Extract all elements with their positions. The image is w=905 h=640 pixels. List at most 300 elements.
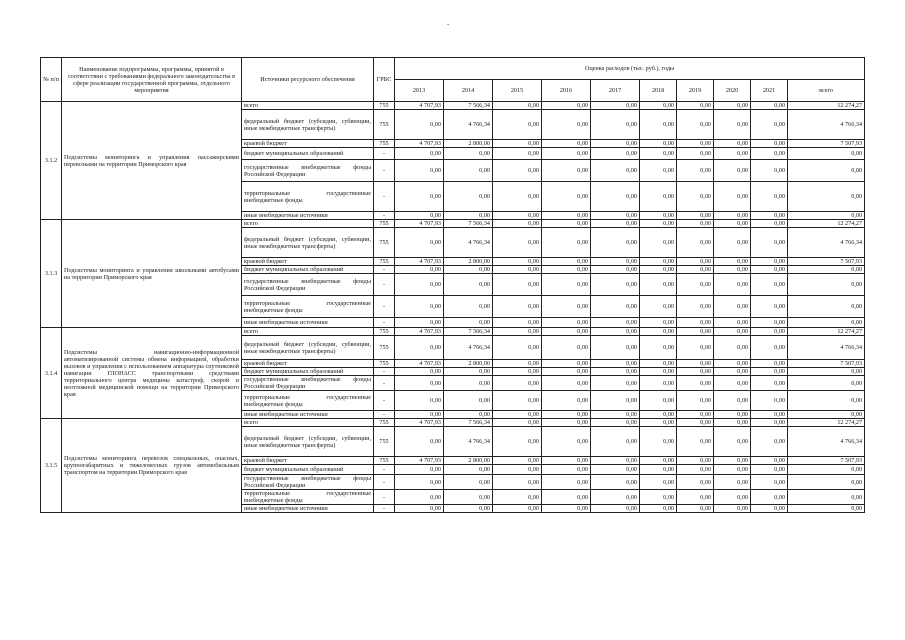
year-value: 0,00	[640, 102, 677, 110]
grbs-code: -	[374, 391, 395, 411]
year-value: 2 800,00	[444, 457, 493, 465]
year-value: 0,00	[493, 505, 542, 513]
year-value: 0,00	[640, 360, 677, 368]
year-value: 0,00	[493, 427, 542, 457]
year-value: 0,00	[751, 148, 788, 160]
year-value: 0,00	[751, 182, 788, 212]
table-row	[41, 220, 865, 228]
year-value: 0,00	[493, 475, 542, 490]
subsystem-name: Подсистемы мониторинга и управления школьными автобусами на территории Приморского края	[62, 220, 242, 328]
year-value: 0,00	[714, 182, 751, 212]
year-value: 0,00	[751, 505, 788, 513]
total-value: 12 274,27	[788, 419, 865, 427]
year-header: 2015	[493, 80, 542, 102]
year-value: 0,00	[591, 411, 640, 419]
grbs-code: 755	[374, 427, 395, 457]
year-value: 0,00	[714, 110, 751, 140]
year-value: 0,00	[751, 368, 788, 376]
funding-source: краевой бюджет	[242, 360, 374, 368]
year-value: 0,00	[677, 258, 714, 266]
year-value: 0,00	[493, 490, 542, 505]
year-value: 0,00	[591, 391, 640, 411]
year-value: 0,00	[751, 212, 788, 220]
funding-source: краевой бюджет	[242, 140, 374, 148]
year-value: 0,00	[751, 258, 788, 266]
year-value: 0,00	[395, 465, 444, 475]
year-value: 0,00	[591, 490, 640, 505]
year-value: 0,00	[751, 318, 788, 328]
year-value: 0,00	[444, 274, 493, 296]
year-value: 0,00	[493, 318, 542, 328]
funding-source: всего	[242, 328, 374, 336]
year-value: 0,00	[591, 182, 640, 212]
year-value: 0,00	[444, 212, 493, 220]
year-value: 0,00	[751, 427, 788, 457]
year-value: 0,00	[677, 376, 714, 391]
grbs-code: -	[374, 475, 395, 490]
grbs-code: -	[374, 376, 395, 391]
year-value: 0,00	[714, 368, 751, 376]
year-value: 0,00	[395, 148, 444, 160]
year-value: 0,00	[591, 360, 640, 368]
grbs-code: 755	[374, 419, 395, 427]
funding-source: иные внебюджетные источники	[242, 212, 374, 220]
grbs-code: -	[374, 505, 395, 513]
year-value: 0,00	[677, 220, 714, 228]
year-value: 0,00	[677, 505, 714, 513]
total-value: 0,00	[788, 376, 865, 391]
year-value: 0,00	[714, 160, 751, 182]
year-value: 0,00	[714, 427, 751, 457]
year-value: 0,00	[751, 490, 788, 505]
year-value: 0,00	[444, 266, 493, 274]
year-value: 0,00	[542, 419, 591, 427]
year-value: 0,00	[542, 148, 591, 160]
funding-source: всего	[242, 419, 374, 427]
year-header: 2017	[591, 80, 640, 102]
year-value: 0,00	[640, 258, 677, 266]
total-value: 7 507,93	[788, 140, 865, 148]
budget-table	[40, 57, 865, 513]
year-value: 0,00	[591, 318, 640, 328]
year-value: 0,00	[751, 266, 788, 274]
funding-source: территориальные государственные внебюджетные фонды	[242, 296, 374, 318]
grbs-code: 755	[374, 457, 395, 465]
year-value: 0,00	[677, 148, 714, 160]
year-value: 0,00	[493, 411, 542, 419]
grbs-code: -	[374, 212, 395, 220]
grbs-code: -	[374, 160, 395, 182]
year-value: 0,00	[493, 220, 542, 228]
funding-source: территориальные государственные внебюджетные фонды	[242, 490, 374, 505]
year-value: 0,00	[493, 328, 542, 336]
year-value: 2 800,00	[444, 360, 493, 368]
year-value: 0,00	[640, 318, 677, 328]
year-value: 0,00	[591, 427, 640, 457]
year-value: 0,00	[640, 274, 677, 296]
year-value: 0,00	[677, 360, 714, 368]
year-value: 0,00	[591, 505, 640, 513]
year-value: 4 707,93	[395, 328, 444, 336]
grbs-code: -	[374, 296, 395, 318]
year-value: 0,00	[395, 490, 444, 505]
year-value: 0,00	[751, 411, 788, 419]
year-value: 0,00	[542, 475, 591, 490]
year-value: 0,00	[591, 336, 640, 360]
funding-source: государственные внебюджетные фонды Российской Федерации	[242, 376, 374, 391]
year-value: 0,00	[395, 212, 444, 220]
total-value: 12 274,27	[788, 328, 865, 336]
year-value: 0,00	[444, 318, 493, 328]
year-value: 0,00	[493, 266, 542, 274]
year-value: 0,00	[493, 160, 542, 182]
total-value: 12 274,27	[788, 220, 865, 228]
subsystem-name: Подсистемы мониторинга и управления пассажирскими перевозками на территории Приморского края	[62, 102, 242, 220]
year-value: 0,00	[677, 368, 714, 376]
year-value: 0,00	[714, 212, 751, 220]
year-header: 2016	[542, 80, 591, 102]
year-header: всего	[788, 80, 865, 102]
page-mark: -	[447, 20, 450, 28]
year-value: 0,00	[493, 258, 542, 266]
funding-source: федеральный бюджет (субсидии, субвенции, иные межбюджетные трансферты)	[242, 336, 374, 360]
table-row	[41, 328, 865, 336]
year-value: 0,00	[542, 318, 591, 328]
funding-source: территориальные государственные внебюджетные фонды	[242, 182, 374, 212]
year-value: 0,00	[493, 391, 542, 411]
year-value: 0,00	[677, 266, 714, 274]
year-value: 0,00	[751, 140, 788, 148]
year-value: 0,00	[751, 160, 788, 182]
year-value: 0,00	[677, 182, 714, 212]
funding-source: бюджет муниципальных образований	[242, 465, 374, 475]
year-value: 0,00	[751, 465, 788, 475]
year-value: 0,00	[542, 490, 591, 505]
year-value: 0,00	[640, 228, 677, 258]
year-value: 0,00	[677, 336, 714, 360]
year-value: 0,00	[395, 391, 444, 411]
funding-source: государственные внебюджетные фонды Российской Федерации	[242, 475, 374, 490]
year-value: 0,00	[444, 465, 493, 475]
year-value: 4 766,34	[444, 110, 493, 140]
funding-source: государственные внебюджетные фонды Российской Федерации	[242, 160, 374, 182]
grbs-code: 755	[374, 110, 395, 140]
year-value: 0,00	[714, 419, 751, 427]
total-value: 4 766,34	[788, 336, 865, 360]
total-value: 4 766,34	[788, 228, 865, 258]
funding-source: иные внебюджетные источники	[242, 318, 374, 328]
year-value: 0,00	[677, 490, 714, 505]
row-code: 3.1.2	[41, 102, 62, 220]
year-value: 0,00	[714, 148, 751, 160]
year-value: 0,00	[395, 427, 444, 457]
total-value: 0,00	[788, 212, 865, 220]
year-value: 0,00	[493, 465, 542, 475]
year-value: 2 800,00	[444, 140, 493, 148]
year-value: 0,00	[591, 296, 640, 318]
year-value: 0,00	[677, 296, 714, 318]
year-value: 0,00	[591, 419, 640, 427]
year-value: 4 707,93	[395, 258, 444, 266]
year-value: 0,00	[395, 411, 444, 419]
year-value: 0,00	[542, 228, 591, 258]
funding-source: краевой бюджет	[242, 457, 374, 465]
year-value: 0,00	[751, 274, 788, 296]
year-value: 0,00	[395, 376, 444, 391]
grbs-code: 755	[374, 336, 395, 360]
year-header: 2021	[751, 80, 788, 102]
year-value: 0,00	[677, 212, 714, 220]
year-value: 0,00	[493, 376, 542, 391]
year-value: 4 707,93	[395, 360, 444, 368]
year-value: 0,00	[444, 296, 493, 318]
year-value: 0,00	[591, 220, 640, 228]
year-value: 4 766,34	[444, 427, 493, 457]
total-value: 0,00	[788, 368, 865, 376]
funding-source: государственные внебюджетные фонды Российской Федерации	[242, 274, 374, 296]
year-value: 0,00	[493, 148, 542, 160]
funding-source: федеральный бюджет (субсидии, субвенции, иные межбюджетные трансферты)	[242, 110, 374, 140]
total-value: 0,00	[788, 160, 865, 182]
year-value: 0,00	[714, 318, 751, 328]
year-value: 7 566,34	[444, 220, 493, 228]
year-header: 2019	[677, 80, 714, 102]
year-value: 0,00	[591, 258, 640, 266]
year-value: 0,00	[542, 376, 591, 391]
year-value: 0,00	[751, 102, 788, 110]
subsystem-name: Подсистемы мониторинга перевозок специальных, опасных, крупногабаритных и тяжеловесных грузов автомобильным транспортом на территории Приморского края	[62, 419, 242, 513]
year-value: 0,00	[640, 266, 677, 274]
year-value: 0,00	[751, 228, 788, 258]
table-row	[41, 419, 865, 427]
year-value: 0,00	[542, 336, 591, 360]
year-value: 0,00	[714, 102, 751, 110]
funding-source: краевой бюджет	[242, 258, 374, 266]
year-value: 0,00	[677, 160, 714, 182]
year-value: 0,00	[493, 110, 542, 140]
year-value: 0,00	[640, 336, 677, 360]
year-value: 0,00	[395, 296, 444, 318]
year-value: 0,00	[751, 296, 788, 318]
funding-source: федеральный бюджет (субсидии, субвенции, иные межбюджетные трансферты)	[242, 228, 374, 258]
year-value: 0,00	[714, 140, 751, 148]
header-grbs: ГРБС	[374, 58, 395, 102]
year-value: 0,00	[444, 160, 493, 182]
year-value: 2 800,00	[444, 258, 493, 266]
total-value: 0,00	[788, 465, 865, 475]
year-value: 4 766,34	[444, 228, 493, 258]
year-value: 0,00	[395, 110, 444, 140]
year-value: 0,00	[640, 376, 677, 391]
year-value: 0,00	[640, 368, 677, 376]
year-value: 0,00	[493, 368, 542, 376]
funding-source: всего	[242, 220, 374, 228]
year-value: 0,00	[714, 475, 751, 490]
year-value: 0,00	[751, 457, 788, 465]
year-value: 0,00	[640, 505, 677, 513]
year-value: 0,00	[395, 336, 444, 360]
year-value: 0,00	[444, 182, 493, 212]
year-value: 0,00	[542, 296, 591, 318]
year-value: 0,00	[591, 368, 640, 376]
year-value: 0,00	[677, 110, 714, 140]
year-value: 0,00	[751, 336, 788, 360]
funding-source: иные внебюджетные источники	[242, 505, 374, 513]
year-value: 0,00	[677, 427, 714, 457]
grbs-code: 755	[374, 228, 395, 258]
year-value: 0,00	[640, 457, 677, 465]
year-value: 0,00	[640, 427, 677, 457]
year-value: 0,00	[640, 220, 677, 228]
year-value: 0,00	[542, 391, 591, 411]
year-value: 0,00	[395, 160, 444, 182]
year-value: 0,00	[714, 490, 751, 505]
year-value: 0,00	[714, 465, 751, 475]
year-value: 0,00	[444, 376, 493, 391]
grbs-code: -	[374, 318, 395, 328]
year-value: 0,00	[714, 360, 751, 368]
year-value: 0,00	[640, 391, 677, 411]
year-value: 0,00	[751, 110, 788, 140]
year-value: 0,00	[677, 318, 714, 328]
year-value: 0,00	[591, 140, 640, 148]
year-value: 0,00	[542, 140, 591, 148]
year-value: 0,00	[640, 140, 677, 148]
header-source: Источники ресурсного обеспечения	[242, 58, 374, 102]
year-value: 0,00	[677, 102, 714, 110]
total-value: 12 274,27	[788, 102, 865, 110]
subsystem-name: Подсистемы навигационно-информационной автоматизированной системы обмена информацией, обработки вызовов и управления с использованием аппаратуры спутниковой навигации ГЛОНАСС транспортными средствами территориального центра медицины катастроф, скорой и неотложной медицинской помощи на территории Приморского края	[62, 328, 242, 419]
total-value: 0,00	[788, 182, 865, 212]
year-value: 0,00	[542, 411, 591, 419]
year-value: 0,00	[542, 266, 591, 274]
year-value: 0,00	[591, 328, 640, 336]
year-value: 0,00	[640, 160, 677, 182]
year-value: 0,00	[395, 228, 444, 258]
year-value: 0,00	[395, 368, 444, 376]
year-value: 0,00	[542, 274, 591, 296]
year-value: 0,00	[677, 419, 714, 427]
total-value: 0,00	[788, 391, 865, 411]
year-value: 0,00	[444, 490, 493, 505]
table-header	[41, 58, 865, 102]
year-value: 0,00	[591, 465, 640, 475]
year-value: 0,00	[444, 148, 493, 160]
year-value: 0,00	[591, 266, 640, 274]
year-value: 0,00	[493, 360, 542, 368]
year-value: 0,00	[444, 475, 493, 490]
total-value: 0,00	[788, 296, 865, 318]
total-value: 0,00	[788, 475, 865, 490]
year-value: 0,00	[542, 160, 591, 182]
year-value: 0,00	[714, 220, 751, 228]
total-value: 4 766,34	[788, 427, 865, 457]
year-value: 0,00	[542, 212, 591, 220]
year-value: 0,00	[542, 368, 591, 376]
funding-source: иные внебюджетные источники	[242, 411, 374, 419]
year-value: 0,00	[640, 148, 677, 160]
year-value: 0,00	[444, 505, 493, 513]
year-value: 0,00	[395, 266, 444, 274]
total-value: 0,00	[788, 274, 865, 296]
year-value: 0,00	[714, 274, 751, 296]
total-value: 4 766,34	[788, 110, 865, 140]
year-value: 0,00	[751, 376, 788, 391]
year-value: 0,00	[395, 274, 444, 296]
year-value: 0,00	[493, 274, 542, 296]
year-value: 7 566,34	[444, 328, 493, 336]
year-value: 0,00	[640, 212, 677, 220]
funding-source: бюджет муниципальных образований	[242, 368, 374, 376]
year-value: 0,00	[493, 212, 542, 220]
total-value: 7 507,93	[788, 258, 865, 266]
year-value: 0,00	[677, 328, 714, 336]
table-row	[41, 102, 865, 110]
total-value: 0,00	[788, 318, 865, 328]
header-name: Наименование подпрограммы, программы, принятой в соответствии с требованиями федерального законодательства в сфере реализации государственной программы, отдельного мероприятия	[62, 58, 242, 102]
year-value: 0,00	[751, 475, 788, 490]
year-value: 0,00	[640, 475, 677, 490]
year-value: 0,00	[395, 505, 444, 513]
grbs-code: -	[374, 411, 395, 419]
year-value: 0,00	[677, 411, 714, 419]
year-value: 0,00	[640, 411, 677, 419]
funding-source: бюджет муниципальных образований	[242, 266, 374, 274]
funding-source: бюджет муниципальных образований	[242, 148, 374, 160]
total-value: 0,00	[788, 505, 865, 513]
funding-source: всего	[242, 102, 374, 110]
table-body	[41, 102, 865, 513]
grbs-code: 755	[374, 328, 395, 336]
year-value: 0,00	[591, 228, 640, 258]
year-value: 0,00	[677, 475, 714, 490]
year-value: 0,00	[542, 427, 591, 457]
year-value: 0,00	[493, 296, 542, 318]
year-value: 0,00	[591, 212, 640, 220]
year-value: 4 766,34	[444, 336, 493, 360]
year-header: 2014	[444, 80, 493, 102]
year-value: 0,00	[751, 328, 788, 336]
year-value: 0,00	[714, 376, 751, 391]
year-value: 0,00	[591, 475, 640, 490]
header-num: № п/п	[41, 58, 62, 102]
year-value: 0,00	[714, 336, 751, 360]
year-value: 0,00	[395, 475, 444, 490]
grbs-code: -	[374, 182, 395, 212]
year-value: 0,00	[714, 411, 751, 419]
year-header: 2013	[395, 80, 444, 102]
year-value: 0,00	[640, 490, 677, 505]
year-value: 0,00	[542, 220, 591, 228]
year-value: 0,00	[677, 457, 714, 465]
grbs-code: 755	[374, 102, 395, 110]
year-value: 0,00	[591, 376, 640, 391]
year-value: 0,00	[640, 110, 677, 140]
year-value: 4 707,93	[395, 220, 444, 228]
year-header: 2020	[714, 80, 751, 102]
year-value: 7 566,34	[444, 102, 493, 110]
year-value: 0,00	[395, 182, 444, 212]
year-value: 0,00	[591, 457, 640, 465]
year-value: 0,00	[714, 258, 751, 266]
year-value: 4 707,93	[395, 419, 444, 427]
year-header: 2018	[640, 80, 677, 102]
grbs-code: -	[374, 368, 395, 376]
total-value: 7 507,93	[788, 457, 865, 465]
year-value: 0,00	[677, 465, 714, 475]
year-value: 0,00	[640, 465, 677, 475]
year-value: 0,00	[677, 391, 714, 411]
